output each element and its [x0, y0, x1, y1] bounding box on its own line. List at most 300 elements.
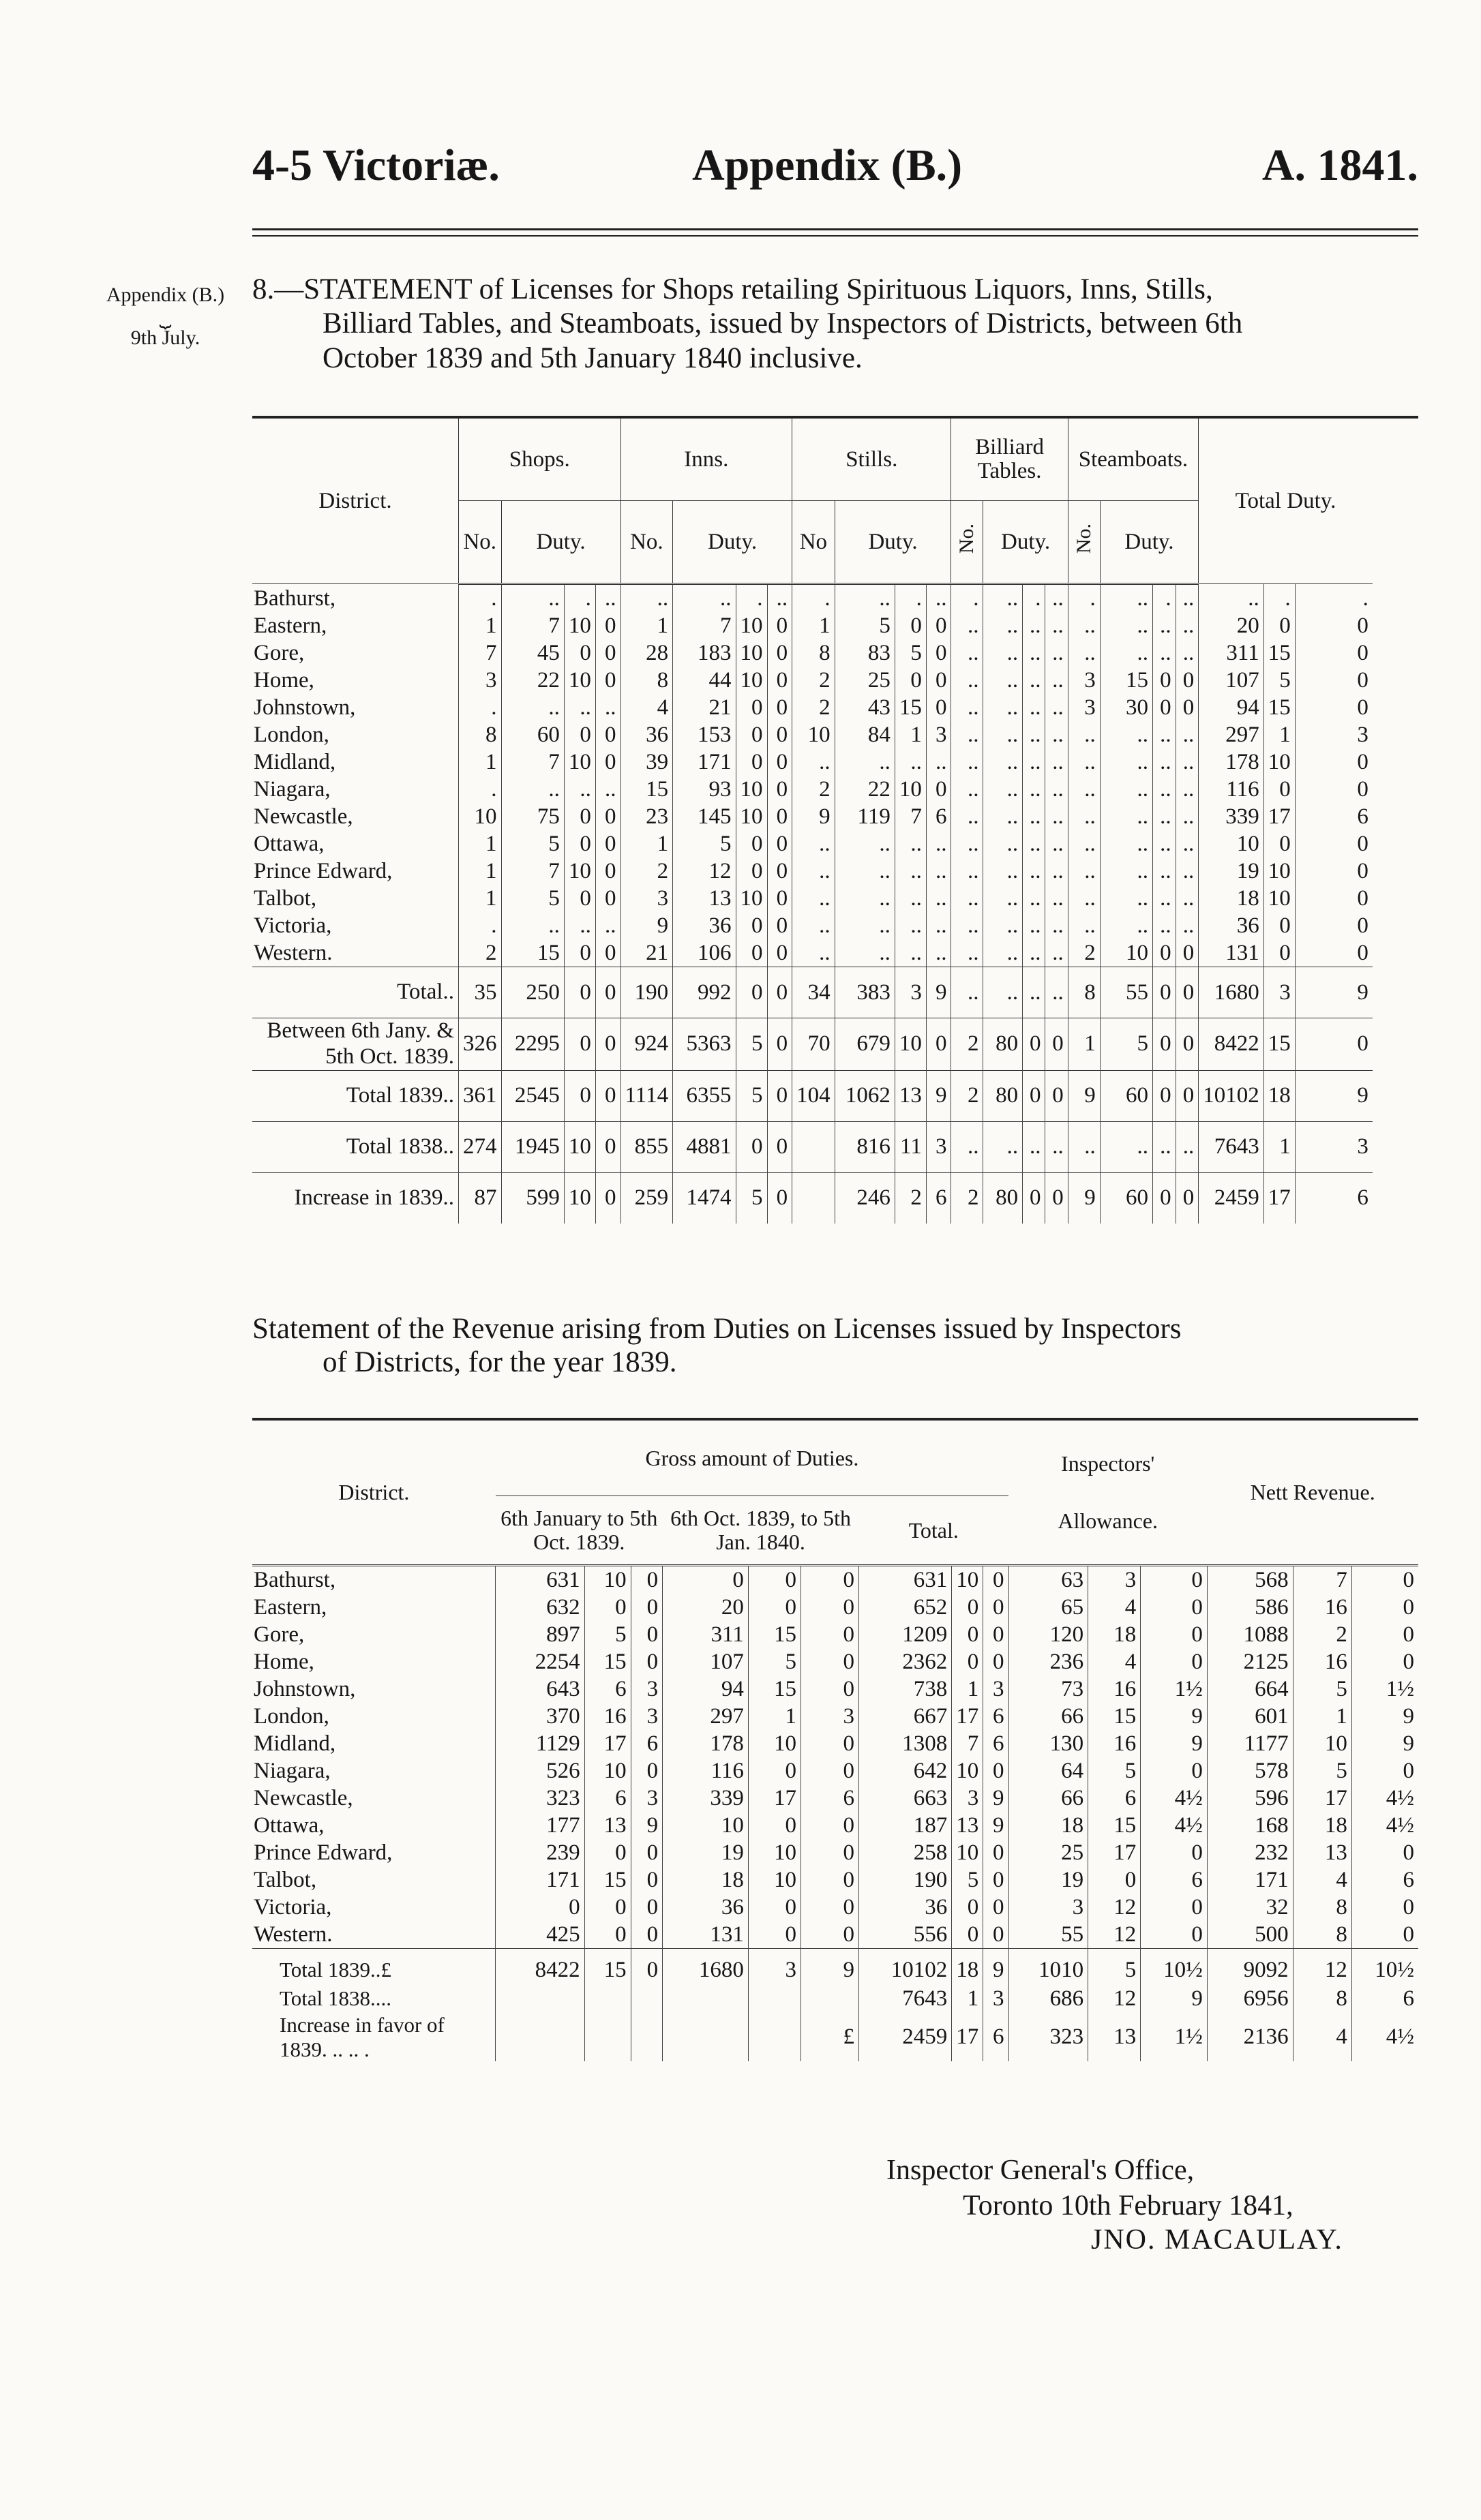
cell-value: 0	[595, 1121, 620, 1172]
cell-value: 3	[459, 667, 502, 694]
cell-value: 15	[1263, 1018, 1295, 1071]
cell-value: 10	[564, 1121, 595, 1172]
cell-value: ..	[895, 748, 926, 776]
cell-value: ..	[951, 830, 983, 857]
cell-value: 0	[926, 639, 951, 667]
cell-value: ..	[895, 830, 926, 857]
cell-value: 1	[620, 830, 673, 857]
cell-value: 9	[1351, 1730, 1418, 1757]
revenue-row	[252, 1621, 1418, 1648]
cell-value: 9	[983, 1812, 1008, 1839]
margin-brace: ⏟	[159, 305, 172, 328]
cell-value: ..	[595, 584, 620, 613]
cell-value: 1129	[496, 1730, 584, 1757]
cell-value: 9	[1141, 1984, 1208, 2013]
cell-value: 19	[1008, 1866, 1088, 1894]
cell-value: 1209	[858, 1621, 951, 1648]
cell-value: ..	[1176, 912, 1199, 939]
cell-value: ..	[983, 667, 1023, 694]
cell-value: ..	[951, 885, 983, 912]
revenue-row	[252, 1675, 1418, 1703]
cell-value: 816	[835, 1121, 895, 1172]
cell-value: 6	[926, 1172, 951, 1224]
cell-value: 4	[1293, 1866, 1351, 1894]
district-name: Gore,	[254, 641, 305, 665]
cell-value: 10½	[1141, 1949, 1208, 1985]
cell-value: 15	[1263, 694, 1295, 721]
cell-value: 2	[951, 1018, 983, 1071]
district-name: Talbot,	[254, 886, 317, 911]
cell-value: 5	[584, 1621, 631, 1648]
cell-value: 0	[801, 1839, 859, 1866]
cell-value: ..	[983, 776, 1023, 803]
cell-value: 0	[767, 776, 792, 803]
cell-value: 2362	[858, 1648, 951, 1675]
cell-value: 3	[926, 721, 951, 748]
cell-value: 297	[1199, 721, 1264, 748]
cell-value: ..	[792, 748, 835, 776]
cell-value: 0	[1141, 1839, 1208, 1866]
revenue-row	[252, 1839, 1418, 1866]
cell-value: 0	[748, 1566, 801, 1594]
cell-value: ..	[1045, 885, 1068, 912]
cell-value: 0	[736, 721, 767, 748]
cell-value: 21	[620, 939, 673, 967]
cell-value: ..	[983, 939, 1023, 967]
cell-value: 0	[748, 1894, 801, 1921]
cell-value: ..	[1176, 748, 1199, 776]
cell-value: 0	[1176, 694, 1199, 721]
cell-value: 631	[858, 1566, 951, 1594]
cell-value: 0	[1295, 667, 1373, 694]
cell-value: ..	[926, 830, 951, 857]
cell-value: 664	[1207, 1675, 1293, 1703]
cell-value: 631	[496, 1566, 584, 1594]
district-name: Victoria,	[254, 913, 332, 938]
cell-value: 855	[620, 1121, 673, 1172]
cell-value: ..	[895, 912, 926, 939]
cell-value: 10	[736, 885, 767, 912]
cell-value: 10	[1293, 1730, 1351, 1757]
cell-value: 0	[564, 830, 595, 857]
billiard-duty-header: Duty.	[983, 501, 1068, 584]
cell-value	[663, 1984, 749, 2013]
cell-value: 1½	[1351, 1675, 1418, 1703]
cell-value: 0	[631, 1621, 662, 1648]
billiard-no-label: No.	[955, 523, 978, 554]
cell-value: 1	[895, 721, 926, 748]
cell-value: 0	[767, 612, 792, 639]
cell-value: 64	[1008, 1757, 1088, 1785]
cell-value: 0	[1351, 1839, 1418, 1866]
cell-value: 119	[835, 803, 895, 830]
nett-header: Nett Revenue.	[1250, 1479, 1375, 1504]
cell-value: 10	[1263, 857, 1295, 885]
cell-value: 0	[1141, 1621, 1208, 1648]
cell-value: 599	[501, 1172, 564, 1224]
cell-value: 0	[767, 939, 792, 967]
cell-value: 3	[801, 1703, 859, 1730]
licenses-row	[252, 667, 1418, 694]
cell-value: 3	[1068, 667, 1100, 694]
licenses-row	[252, 584, 1418, 613]
cell-value: 9	[1295, 1070, 1373, 1121]
cell-value: 6355	[673, 1070, 736, 1121]
cell-value: 0	[952, 1621, 983, 1648]
cell-value: 153	[673, 721, 736, 748]
cell-value: 0	[926, 776, 951, 803]
cell-value: 7643	[1199, 1121, 1264, 1172]
cell-value: 924	[620, 1018, 673, 1071]
cell-value: 15	[1100, 667, 1152, 694]
cell-value: 0	[801, 1730, 859, 1757]
district-name: Johnstown,	[254, 1677, 356, 1701]
cell-value: 425	[496, 1921, 584, 1949]
cell-value: 20	[663, 1594, 749, 1621]
cell-value: 0	[748, 1757, 801, 1785]
cell-value: ..	[1152, 885, 1176, 912]
cell-value: 0	[631, 1648, 662, 1675]
cell-value: 9	[1141, 1703, 1208, 1730]
district-name: Increase in 1839..	[252, 1172, 459, 1224]
cell-value	[663, 2013, 749, 2061]
cell-value: 0	[1141, 1594, 1208, 1621]
cell-value: ..	[1045, 803, 1068, 830]
statement2-title	[252, 1312, 1425, 1380]
cell-value: ..	[926, 748, 951, 776]
cell-value: 0	[564, 1018, 595, 1071]
cell-value: ..	[1023, 639, 1045, 667]
cell-value: 13	[1293, 1839, 1351, 1866]
cell-value	[748, 2013, 801, 2061]
cell-value: ..	[564, 912, 595, 939]
cell-value: 18	[1263, 1070, 1295, 1121]
cell-value: 11	[895, 1121, 926, 1172]
cell-value: 131	[663, 1921, 749, 1949]
steamboats-no-header	[1068, 501, 1100, 584]
cell-value: 0	[736, 967, 767, 1018]
cell-value: 1010	[1008, 1949, 1088, 1985]
cell-value: 36	[858, 1894, 951, 1921]
cell-value: 0	[564, 939, 595, 967]
cell-value: 0	[1045, 1172, 1068, 1224]
cell-value: 10	[564, 748, 595, 776]
cell-value: 0	[1351, 1594, 1418, 1621]
cell-value: 10	[952, 1566, 983, 1594]
cell-value: 236	[1008, 1648, 1088, 1675]
header-left: 4-5 Victoriæ.	[252, 140, 500, 190]
cell-value: 5	[1263, 667, 1295, 694]
cell-value: ..	[1045, 830, 1068, 857]
gross-header: Gross amount of Duties.	[496, 1419, 1008, 1496]
cell-value: 1	[459, 612, 502, 639]
revenue-row	[252, 1894, 1418, 1921]
cell-value: 4	[1293, 2013, 1351, 2061]
cell-value: 10	[748, 1730, 801, 1757]
cell-value: ..	[895, 857, 926, 885]
cell-value: 9	[1068, 1172, 1100, 1224]
cell-value: 45	[501, 639, 564, 667]
cell-value	[631, 2013, 662, 2061]
cell-value: 66	[1008, 1785, 1088, 1812]
cell-value: ..	[767, 584, 792, 613]
cell-value: 2125	[1207, 1648, 1293, 1675]
district-name: Increase in favor of 1839. .. .. .	[280, 2013, 445, 2061]
cell-value: ..	[983, 912, 1023, 939]
cell-value: 0	[1088, 1866, 1141, 1894]
cell-value: 18	[952, 1949, 983, 1985]
cell-value: 1945	[501, 1121, 564, 1172]
cell-value: 0	[1023, 1018, 1045, 1071]
cell-value: ..	[926, 857, 951, 885]
cell-value: 897	[496, 1621, 584, 1648]
cell-value: ..	[983, 721, 1023, 748]
cell-value: 9	[926, 1070, 951, 1121]
cell-value: 116	[1199, 776, 1264, 803]
cell-value: 0	[1023, 1070, 1045, 1121]
cell-value: 9	[1141, 1730, 1208, 1757]
cell-value: 3	[952, 1785, 983, 1812]
cell-value: 10½	[1351, 1949, 1418, 1985]
cell-value: 2295	[501, 1018, 564, 1071]
cell-value: 2	[951, 1070, 983, 1121]
cell-value: 5	[1088, 1949, 1141, 1985]
cell-value: 0	[595, 639, 620, 667]
revenue-row	[252, 1594, 1418, 1621]
cell-value: 15	[501, 939, 564, 967]
cell-value: 16	[1293, 1648, 1351, 1675]
cell-value: 20	[1199, 612, 1264, 639]
cell-value: 18	[1088, 1621, 1141, 1648]
cell-value: 0	[1295, 639, 1373, 667]
cell-value: 0	[564, 639, 595, 667]
district-name: Eastern,	[254, 613, 327, 638]
cell-value: 6	[584, 1785, 631, 1812]
cell-value: 5363	[673, 1018, 736, 1071]
cell-value: 0	[1152, 1172, 1176, 1224]
cell-value: 0	[1351, 1894, 1418, 1921]
cell-value: 738	[858, 1675, 951, 1703]
cell-value: ..	[1023, 857, 1045, 885]
cell-value: ..	[501, 694, 564, 721]
cell-value: 60	[501, 721, 564, 748]
cell-value: 0	[801, 1594, 859, 1621]
cell-value: 1114	[620, 1070, 673, 1121]
revenue-row	[252, 1703, 1418, 1730]
cell-value: 0	[1295, 939, 1373, 967]
cell-value: 2	[895, 1172, 926, 1224]
cell-value: 1	[952, 1675, 983, 1703]
cell-value: 0	[631, 1566, 662, 1594]
cell-value: ..	[951, 612, 983, 639]
cell-value: ..	[1023, 830, 1045, 857]
cell-value: ..	[951, 721, 983, 748]
cell-value: 17	[1293, 1785, 1351, 1812]
inspectors-header: Inspectors' Allowance.	[1058, 1451, 1158, 1533]
cell-value: 10	[663, 1812, 749, 1839]
cell-value	[496, 1984, 584, 2013]
cell-value: 2136	[1207, 2013, 1293, 2061]
cell-value: 6	[1351, 1984, 1418, 2013]
cell-value: ..	[620, 584, 673, 613]
cell-value: ..	[1176, 1121, 1199, 1172]
cell-value: ..	[951, 803, 983, 830]
cell-value: 0	[595, 667, 620, 694]
cell-value: 1	[459, 857, 502, 885]
cell-value: 0	[926, 694, 951, 721]
cell-value: ..	[835, 830, 895, 857]
cell-value: 10	[748, 1839, 801, 1866]
cell-value: ..	[1023, 1121, 1045, 1172]
cell-value: 60	[1100, 1070, 1152, 1121]
cell-value: 2	[951, 1172, 983, 1224]
cell-value: 36	[673, 912, 736, 939]
cell-value: 0	[1295, 776, 1373, 803]
cell-value: 0	[663, 1566, 749, 1594]
cell-value: 3	[631, 1703, 662, 1730]
licenses-total-row	[252, 1172, 1418, 1224]
cell-value: 10	[792, 721, 835, 748]
cell-value: 187	[858, 1812, 951, 1839]
cell-value: ..	[1100, 1121, 1152, 1172]
header-rule-top	[252, 228, 1418, 230]
cell-value: 3	[1068, 694, 1100, 721]
period2-header: 6th Oct. 1839, to 5th Jan. 1840.	[670, 1505, 851, 1554]
cell-value: ..	[835, 748, 895, 776]
cell-value: ..	[1023, 748, 1045, 776]
cell-value: ..	[1176, 857, 1199, 885]
cell-value: ..	[1100, 857, 1152, 885]
cell-value: 323	[496, 1785, 584, 1812]
cell-value: 0	[595, 612, 620, 639]
cell-value: 13	[895, 1070, 926, 1121]
cell-value: 0	[801, 1812, 859, 1839]
licenses-row	[252, 830, 1418, 857]
cell-value: ..	[1100, 721, 1152, 748]
cell-value: 15	[620, 776, 673, 803]
cell-value: ..	[1100, 639, 1152, 667]
revenue-row	[252, 1812, 1418, 1839]
cell-value: 10	[736, 776, 767, 803]
revenue-district-header: District.	[338, 1480, 410, 1504]
cell-value: ..	[1176, 830, 1199, 857]
cell-value: 0	[736, 857, 767, 885]
cell-value: 0	[767, 857, 792, 885]
cell-value: 10	[1100, 939, 1152, 967]
cell-value: ..	[951, 694, 983, 721]
cell-value: ..	[792, 830, 835, 857]
cell-value: 0	[631, 1921, 662, 1949]
cell-value: 0	[952, 1648, 983, 1675]
cell-value: 0	[1295, 830, 1373, 857]
cell-value: 0	[564, 803, 595, 830]
cell-value: ..	[501, 584, 564, 613]
cell-value: 3	[926, 1121, 951, 1172]
cell-value: 5	[501, 885, 564, 912]
cell-value: 7	[459, 639, 502, 667]
cell-value: 0	[748, 1812, 801, 1839]
cell-value: 259	[620, 1172, 673, 1224]
cell-value: 2	[792, 776, 835, 803]
cell-value: 17	[1263, 1172, 1295, 1224]
cell-value	[792, 1172, 835, 1224]
stills-no-header: No	[792, 501, 835, 584]
cell-value: 1	[459, 748, 502, 776]
cell-value: £	[801, 2013, 859, 2061]
cell-value: 18	[663, 1866, 749, 1894]
cell-value	[748, 1984, 801, 2013]
cell-value: 0	[1295, 694, 1373, 721]
cell-value: 0	[1152, 1018, 1176, 1071]
cell-value: 0	[1351, 1648, 1418, 1675]
cell-value: 361	[459, 1070, 502, 1121]
cell-value: ..	[1045, 584, 1068, 613]
cell-value: 1	[952, 1984, 983, 2013]
cell-value: 6	[1141, 1866, 1208, 1894]
margin-note-appendix: Appendix (B.)	[106, 284, 225, 306]
cell-value: ..	[792, 857, 835, 885]
cell-value: ..	[1023, 885, 1045, 912]
cell-value: 0	[1176, 667, 1199, 694]
cell-value: 2	[792, 694, 835, 721]
cell-value: 992	[673, 967, 736, 1018]
cell-value: 568	[1207, 1566, 1293, 1594]
cell-value: ..	[951, 857, 983, 885]
cell-value: 0	[1045, 1018, 1068, 1071]
cell-value: ..	[1045, 967, 1068, 1018]
cell-value: ..	[1023, 667, 1045, 694]
cell-value: 0	[564, 967, 595, 1018]
cell-value: 9	[801, 1949, 859, 1985]
cell-value: 1062	[835, 1070, 895, 1121]
cell-value: 10	[564, 667, 595, 694]
cell-value: 311	[663, 1621, 749, 1648]
signature-name: JNO. MACAULAY.	[1091, 2224, 1343, 2256]
licenses-row	[252, 912, 1418, 939]
cell-value: ..	[1045, 748, 1068, 776]
cell-value: 3	[895, 967, 926, 1018]
cell-value: ..	[926, 912, 951, 939]
cell-value: .	[1152, 584, 1176, 613]
cell-value: 556	[858, 1921, 951, 1949]
cell-value: 4½	[1351, 1812, 1418, 1839]
cell-value: ..	[951, 1121, 983, 1172]
cell-value: ..	[1068, 721, 1100, 748]
district-name: Total 1839..£	[252, 1949, 496, 1985]
cell-value: 6	[631, 1730, 662, 1757]
cell-value: ..	[951, 967, 983, 1018]
cell-value: 0	[1295, 857, 1373, 885]
cell-value: ..	[951, 667, 983, 694]
cell-value: 370	[496, 1703, 584, 1730]
cell-value: 0	[631, 1839, 662, 1866]
cell-value: 4	[1088, 1594, 1141, 1621]
district-name: Midland,	[254, 750, 336, 774]
cell-value: 0	[736, 830, 767, 857]
steamboats-duty-header: Duty.	[1100, 501, 1198, 584]
cell-value: 13	[584, 1812, 631, 1839]
cell-value: 116	[663, 1757, 749, 1785]
cell-value: 5	[1100, 1018, 1152, 1071]
cell-value: 0	[631, 1866, 662, 1894]
cell-value: 5	[1088, 1757, 1141, 1785]
cell-value: 15	[748, 1621, 801, 1648]
cell-value: 0	[1152, 939, 1176, 967]
cell-value: 663	[858, 1785, 951, 1812]
cell-value: ..	[1152, 748, 1176, 776]
cell-value: 183	[673, 639, 736, 667]
cell-value: 0	[1141, 1566, 1208, 1594]
